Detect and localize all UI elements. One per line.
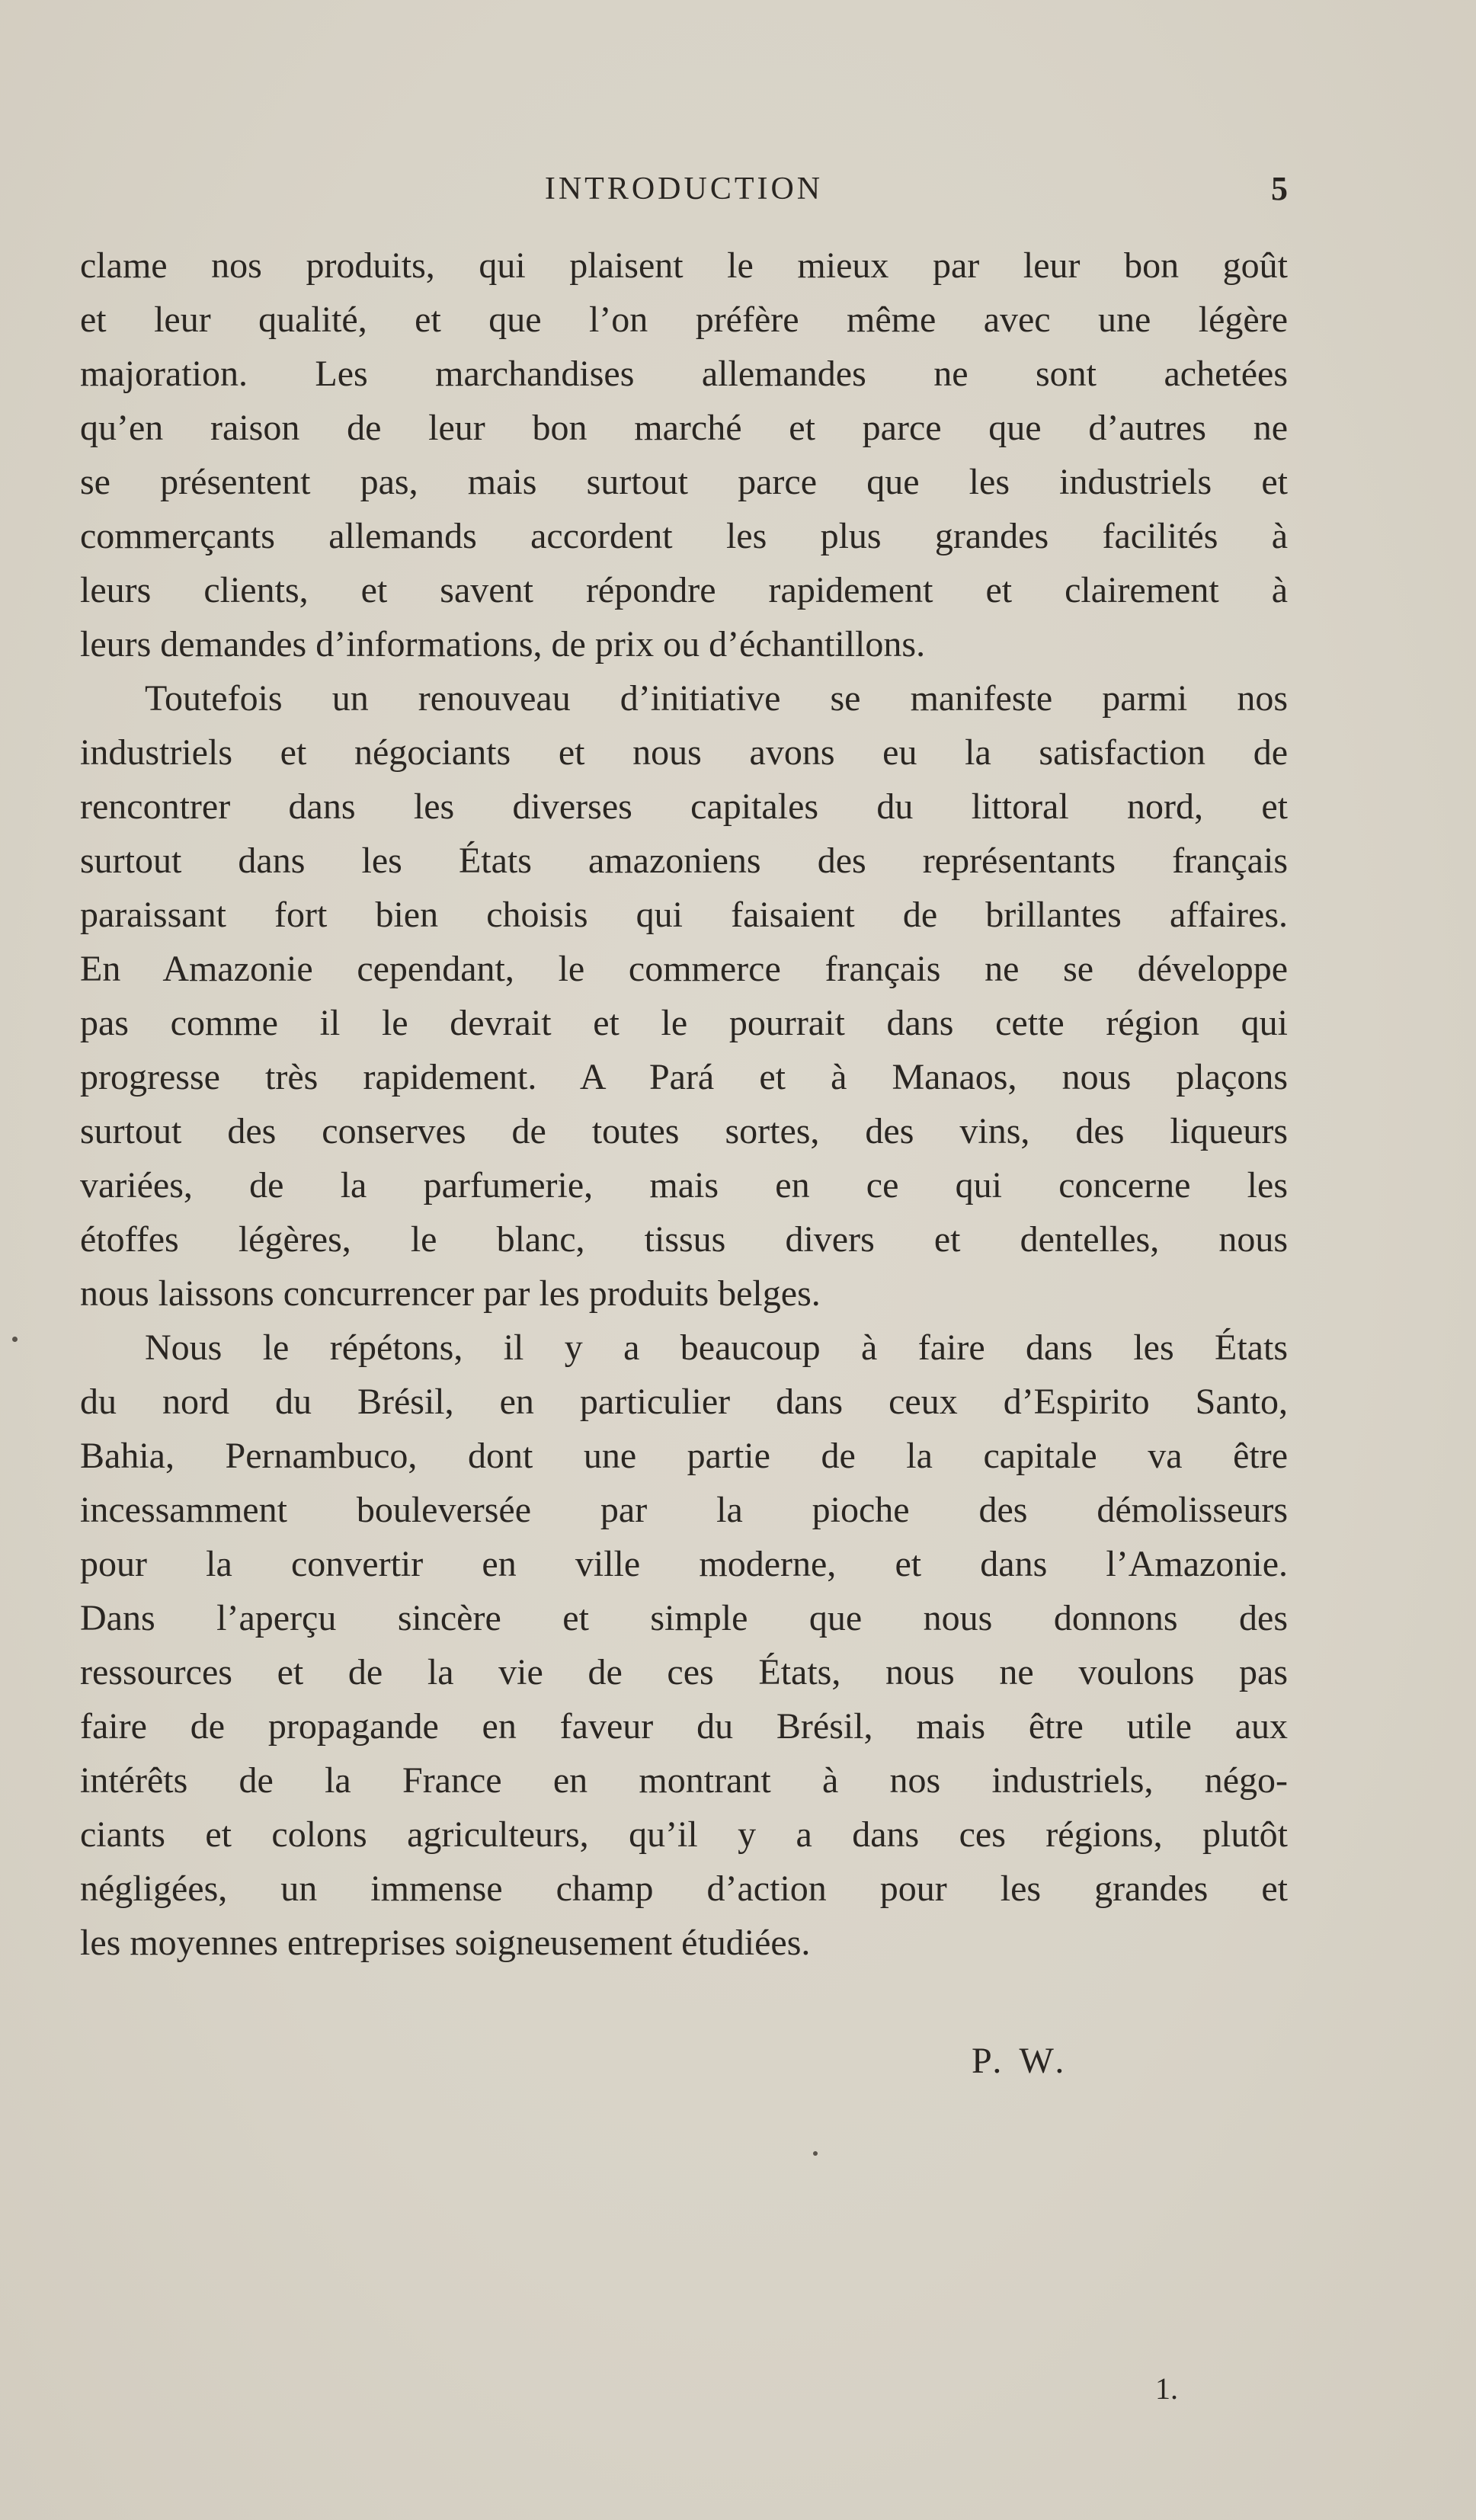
text-line: nous laissons concurrencer par les produits belges. xyxy=(80,1273,821,1314)
signature-mark: 1. xyxy=(1155,2371,1178,2406)
text-line: qu’en raison de leur bon marché et parce que d’autres ne xyxy=(80,408,1288,448)
text-line: variées, de la parfumerie, mais en ce qui concerne les xyxy=(80,1165,1288,1206)
text-line: et leur qualité, et que l’on préfère même avec une légère xyxy=(80,299,1288,340)
text-line: les moyennes entreprises soigneusement étudiées. xyxy=(80,1923,811,1963)
text-line: ressources et de la vie de ces États, nous ne voulons pas xyxy=(80,1652,1288,1692)
author-signature: P. W. xyxy=(972,2041,1069,2081)
text-line: leurs clients, et savent répondre rapidement et clairement à xyxy=(80,570,1288,610)
text-line: surtout des conserves de toutes sortes, des vins, des liqueurs xyxy=(80,1111,1288,1151)
text-line: étoffes légères, le blanc, tissus divers et dentelles, nous xyxy=(80,1219,1288,1260)
running-title: INTRODUCTION xyxy=(544,171,824,207)
text-line: majoration. Les marchandises allemandes ne sont achetées xyxy=(80,354,1288,394)
text-line: commerçants allemands accordent les plus grandes facilités à xyxy=(80,516,1288,556)
running-head xyxy=(80,166,1288,212)
text-line: progresse très rapidement. A Pará et à Manaos, nous plaçons xyxy=(80,1057,1288,1097)
paragraph-nous-le-repetons xyxy=(80,1321,1288,1970)
text-line: Toutefois un renouveau d’initiative se manifeste parmi nos xyxy=(145,678,1288,719)
text-line: leurs demandes d’informations, de prix ou d’échantillons. xyxy=(80,624,926,664)
text-line: incessamment bouleversée par la pioche des démolisseurs xyxy=(80,1490,1288,1530)
text-line: du nord du Brésil, en particulier dans ceux d’Espirito Santo, xyxy=(80,1382,1288,1422)
page-number: 5 xyxy=(1271,170,1288,207)
paper-speck xyxy=(813,2151,818,2156)
text-line: négligées, un immense champ d’action pour les grandes et xyxy=(80,1868,1288,1909)
text-line: pas comme il le devrait et le pourrait dans cette région qui xyxy=(80,1003,1288,1043)
text-line: rencontrer dans les diverses capitales du littoral nord, et xyxy=(80,786,1288,827)
text-line: paraissant fort bien choisis qui faisaient de brillantes affaires. xyxy=(80,895,1288,935)
text-line: ciants et colons agriculteurs, qu’il y a dans ces régions, plutôt xyxy=(80,1814,1288,1855)
text-line: En Amazonie cependant, le commerce français ne se développe xyxy=(80,949,1288,989)
text-line: Nous le répétons, il y a beaucoup à faire dans les États xyxy=(145,1327,1288,1368)
text-line: industriels et négociants et nous avons eu la satisfaction de xyxy=(80,732,1288,773)
text-line: clame nos produits, qui plaisent le mieux par leur bon goût xyxy=(80,245,1288,286)
text-line: faire de propagande en faveur du Brésil, mais être utile aux xyxy=(80,1706,1288,1747)
text-line: pour la convertir en ville moderne, et dans l’Amazonie. xyxy=(80,1544,1288,1584)
margin-speck xyxy=(12,1337,18,1342)
body-text xyxy=(80,239,1288,1970)
paragraph-continuation xyxy=(80,239,1288,671)
paragraph-toutefois xyxy=(80,671,1288,1321)
text-line: Dans l’aperçu sincère et simple que nous donnons des xyxy=(80,1598,1288,1638)
text-line: se présentent pas, mais surtout parce que les industriels et xyxy=(80,462,1288,502)
text-line: Bahia, Pernambuco, dont une partie de la capitale va être xyxy=(80,1436,1288,1476)
text-line: surtout dans les États amazoniens des représentants français xyxy=(80,841,1288,881)
text-line: intérêts de la France en montrant à nos industriels, négo- xyxy=(80,1760,1288,1801)
